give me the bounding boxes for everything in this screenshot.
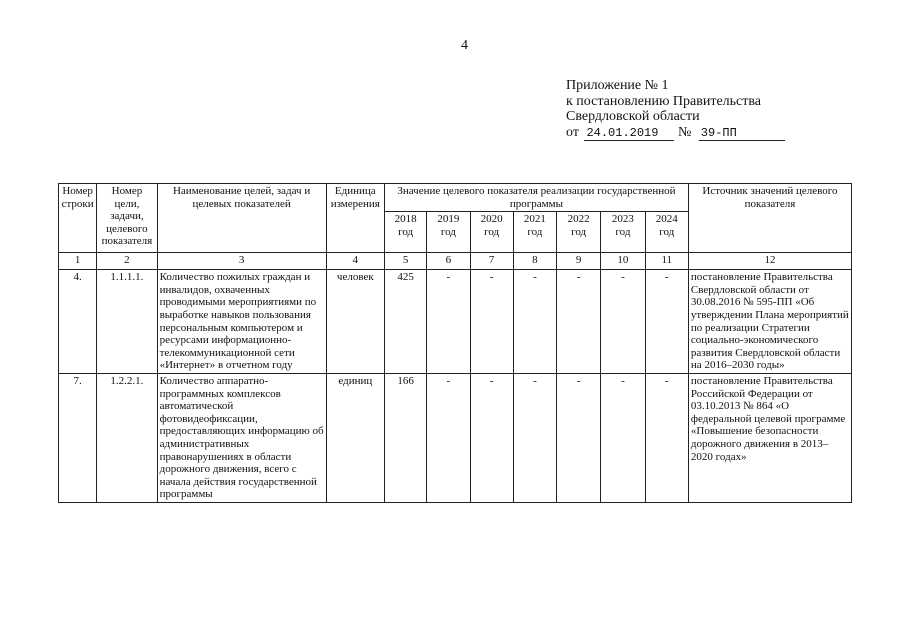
column-number: 2 (97, 253, 157, 270)
value-2019: - (427, 270, 470, 374)
row-number: 4. (59, 270, 97, 374)
header-year: 2022 год (557, 212, 601, 253)
value-2020: - (470, 373, 513, 502)
header-year: 2018 год (384, 212, 426, 253)
column-number: 7 (470, 253, 513, 270)
table-row (59, 270, 852, 374)
value-2020: - (470, 270, 513, 374)
column-number: 10 (601, 253, 645, 270)
header-unit: Единица измерения (326, 184, 384, 253)
value-2021: - (513, 373, 556, 502)
header-year: 2019 год (427, 212, 470, 253)
indicator-name: Количество пожилых граждан и инвалидов, охваченных проводимыми мероприятиями по выработке навыков пользования персональным компьютером и ресурсами информационно-телекоммуникационной сети «Интернет» в отчетном году (157, 270, 326, 374)
goal-number: 1.2.2.1. (97, 373, 157, 502)
value-2022: - (557, 270, 601, 374)
column-number: 11 (645, 253, 688, 270)
column-number: 3 (157, 253, 326, 270)
page-number: 4 (461, 38, 468, 53)
header-year: 2020 год (470, 212, 513, 253)
appendix-block (566, 78, 785, 141)
appendix-line-1: к постановлению Правительства (566, 93, 762, 109)
number-prefix: № (677, 124, 692, 140)
header-year: 2024 год (645, 212, 688, 253)
column-number-row (59, 253, 852, 270)
unit: единиц (326, 373, 384, 502)
value-2024: - (645, 373, 688, 502)
value-2022: - (557, 373, 601, 502)
header-values-group: Значение целевого показателя реализации государственной программы (384, 184, 688, 212)
source: постановление Правительства Свердловской области от 30.08.2016 № 595-ПП «Об утверждении Плана мероприятий по реализации Стратегии социально-экономического развития Свердловской области на 2016–2030 годы» (688, 270, 851, 374)
header-year: 2021 год (513, 212, 556, 253)
row-number: 7. (59, 373, 97, 502)
value-2023: - (601, 270, 645, 374)
column-number: 12 (688, 253, 851, 270)
date-prefix: от (566, 124, 579, 140)
indicators-table (58, 183, 852, 503)
unit: человек (326, 270, 384, 374)
table-row (59, 373, 852, 502)
goal-number: 1.1.1.1. (97, 270, 157, 374)
column-number: 1 (59, 253, 97, 270)
value-2018: 166 (384, 373, 426, 502)
header-source: Источник значений целевого показателя (688, 184, 851, 253)
value-2021: - (513, 270, 556, 374)
column-number: 8 (513, 253, 556, 270)
decree-date: 24.01.2019 (584, 126, 674, 141)
value-2019: - (427, 373, 470, 502)
value-2024: - (645, 270, 688, 374)
header-row-number: Номер строки (59, 184, 97, 253)
column-number: 6 (427, 253, 470, 270)
column-number: 5 (384, 253, 426, 270)
appendix-line-2: Свердловской области (566, 109, 700, 124)
column-number: 9 (557, 253, 601, 270)
header-name: Наименование целей, задач и целевых показателей (157, 184, 326, 253)
source: постановление Правительства Российской Федерации от 03.10.2013 № 864 «О федеральной целевой программе «Повышение безопасности дорожного движения в 2013–2020 годах» (688, 373, 851, 502)
decree-number: 39-ПП (699, 126, 785, 141)
header-goal-number: Номер цели, задачи, целевого показателя (97, 184, 157, 253)
value-2023: - (601, 373, 645, 502)
appendix-date-line (566, 125, 785, 141)
column-number: 4 (326, 253, 384, 270)
indicator-name: Количество аппаратно-программных комплексов автоматической фотовидеофиксации, предоставляющих информацию об административных правонарушениях в области дорожного движения, всего с начала действия государственной программы (157, 373, 326, 502)
table-header-row (59, 184, 852, 212)
appendix-title: Приложение № 1 (566, 78, 669, 93)
header-year: 2023 год (601, 212, 645, 253)
value-2018: 425 (384, 270, 426, 374)
